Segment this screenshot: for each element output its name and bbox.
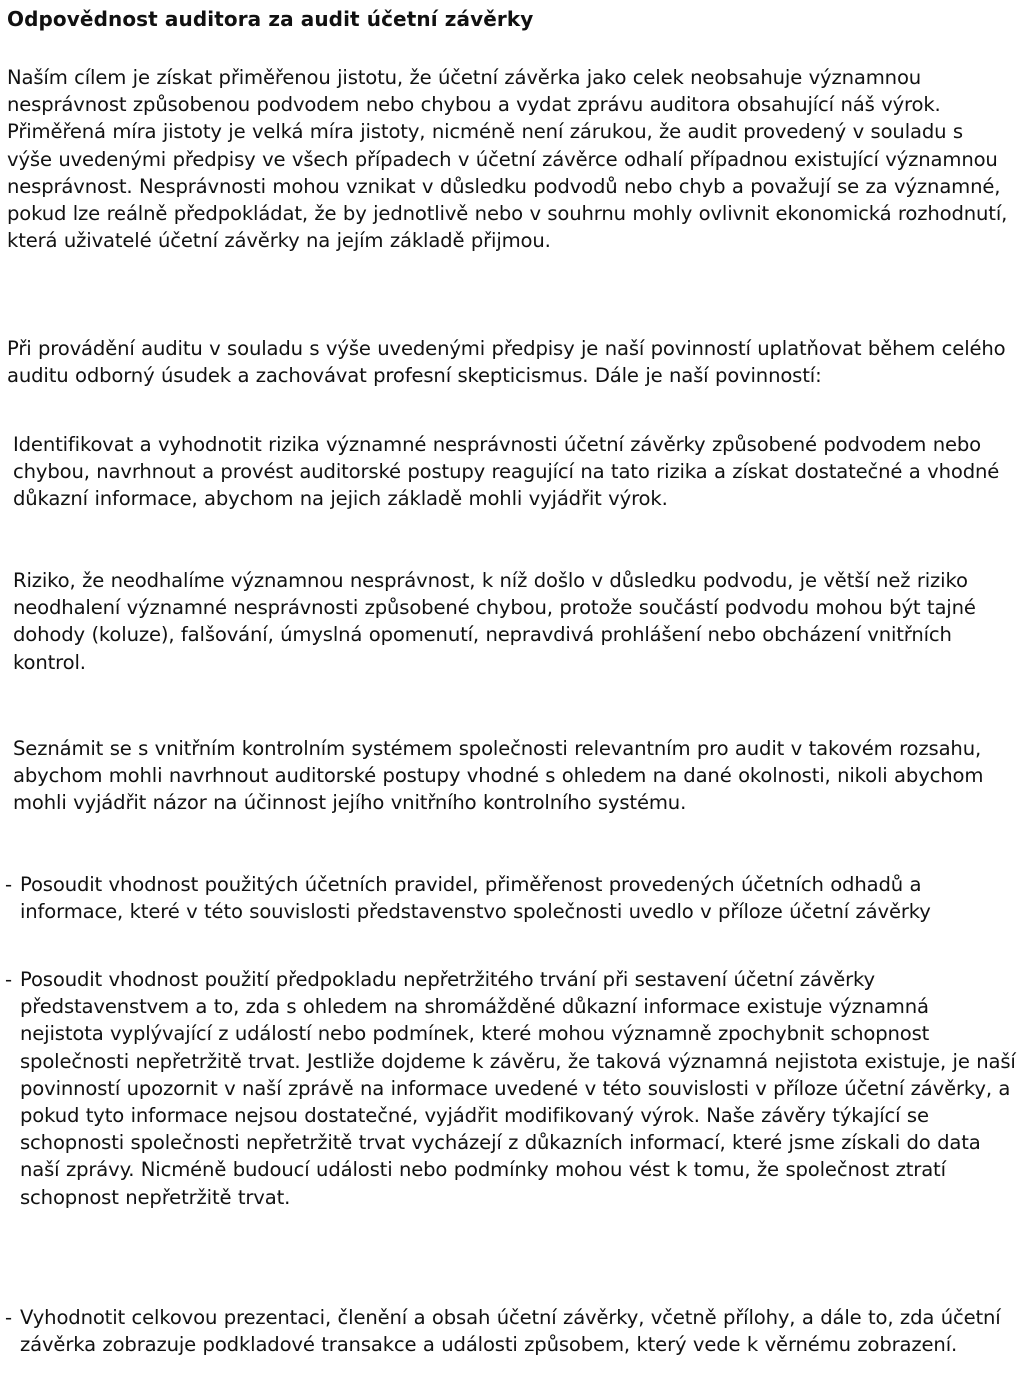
list-item-overall-presentation [5, 1304, 1016, 1358]
list-item-text: Posoudit vhodnost použití předpokladu nepřetržitého trvání při sestavení účetní závěrky představenstvem a to, zda s ohledem na shromážděné důkazní informace existuje významná nejistota vyplývající z událostí nebo podmínek, které mohou významně zpochybnit schopnost společnosti nepřetržitě trvat. Jestliže dojdeme k závěru, že taková významná nejistota existuje, je naší povinností upozornit v naší zprávě na informace uvedené v této souvislosti v příloze účetní závěrky, a pokud tyto informace nejsou dostatečné, vyjádřit modifikovaný výrok. Naše závěry týkající se schopnosti společnosti nepřetržitě trvat vycházejí z důkazních informací, které jsme získali do data naší zprávy. Nicméně budoucí události nebo podmínky mohou vést k tomu, že společnost ztratí schopnost nepřetržitě trvat. [20, 968, 1016, 1209]
list-item-identify-risks [13, 431, 1013, 513]
list-item-text: Posoudit vhodnost použitých účetních pravidel, přiměřenost provedených účetních odhadů a informace, které v této souvislosti představenstvo společnosti uvedlo v příloze účetní závěrky [20, 873, 931, 924]
list-item-text: Vyhodnotit celkovou prezentaci, členění a obsah účetní závěrky, včetně přílohy, a dále to, zda účetní závěrka zobrazuje podkladové transakce a události způsobem, který vede k věrnému zobrazení. [20, 1306, 1001, 1357]
list-item-fraud-risk [13, 567, 1013, 676]
list-item-internal-control [13, 735, 1013, 817]
list-item-text: Identifikovat a vyhodnotit rizika významné nesprávnosti účetní závěrky způsobené podvodem nebo chybou, navrhnout a provést auditorské postupy reagující na tato rizika a získat dostatečné a vhodné důkazní informace, abychom na jejich základě mohli vyjádřit výrok. [13, 433, 1000, 511]
section-heading: Odpovědnost auditora za audit účetní závěrky [7, 7, 534, 31]
list-item-text: Seznámit se s vnitřním kontrolním systémem společnosti relevantním pro audit v takovém rozsahu, abychom mohli navrhnout auditorské postupy vhodné s ohledem na dané okolnosti, nikoli abychom mohli vyjádřit názor na účinnost jejího vnitřního kontrolního systému. [13, 737, 984, 815]
paragraph-audit-objective: Naším cílem je získat přiměřenou jistotu, že účetní závěrka jako celek neobsahuje významnou nesprávnost způsobenou podvodem nebo chybou a vydat zprávu auditora obsahující náš výrok. Přiměřená míra jistoty je velká míra jistoty, nicméně není zárukou, že audit provedený v souladu s výše uvedenými předpisy ve všech případech v účetní závěrce odhalí případnou existující významnou nesprávnost. Nesprávnosti mohou vznikat v důsledku podvodů nebo chyb a považují se za významné, pokud lze reálně předpokládat, že by jednotlivě nebo v souhrnu mohly ovlivnit ekonomická rozhodnutí, která uživatelé účetní závěrky na jejím základě přijmou. [7, 66, 1008, 253]
list-dash-marker: - [5, 968, 12, 991]
list-item-going-concern [5, 966, 1016, 1211]
paragraph-auditor-duties: Při provádění auditu v souladu s výše uvedenými předpisy je naší povinností uplatňovat během celého auditu odborný úsudek a zachovávat profesní skepticismus. Dále je naší povinností: [7, 337, 1006, 388]
list-dash-marker: - [5, 873, 12, 896]
list-item-text: Riziko, že neodhalíme významnou nesprávnost, k níž došlo v důsledku podvodu, je větší než riziko neodhalení významné nesprávnosti způsobené chybou, protože součástí podvodu mohou být tajné dohody (koluze), falšování, úmyslná opomenutí, nepravdivá prohlášení nebo obcházení vnitřních kontrol. [13, 569, 976, 674]
list-dash-marker: - [5, 1306, 12, 1329]
list-item-accounting-policies [5, 871, 1016, 925]
